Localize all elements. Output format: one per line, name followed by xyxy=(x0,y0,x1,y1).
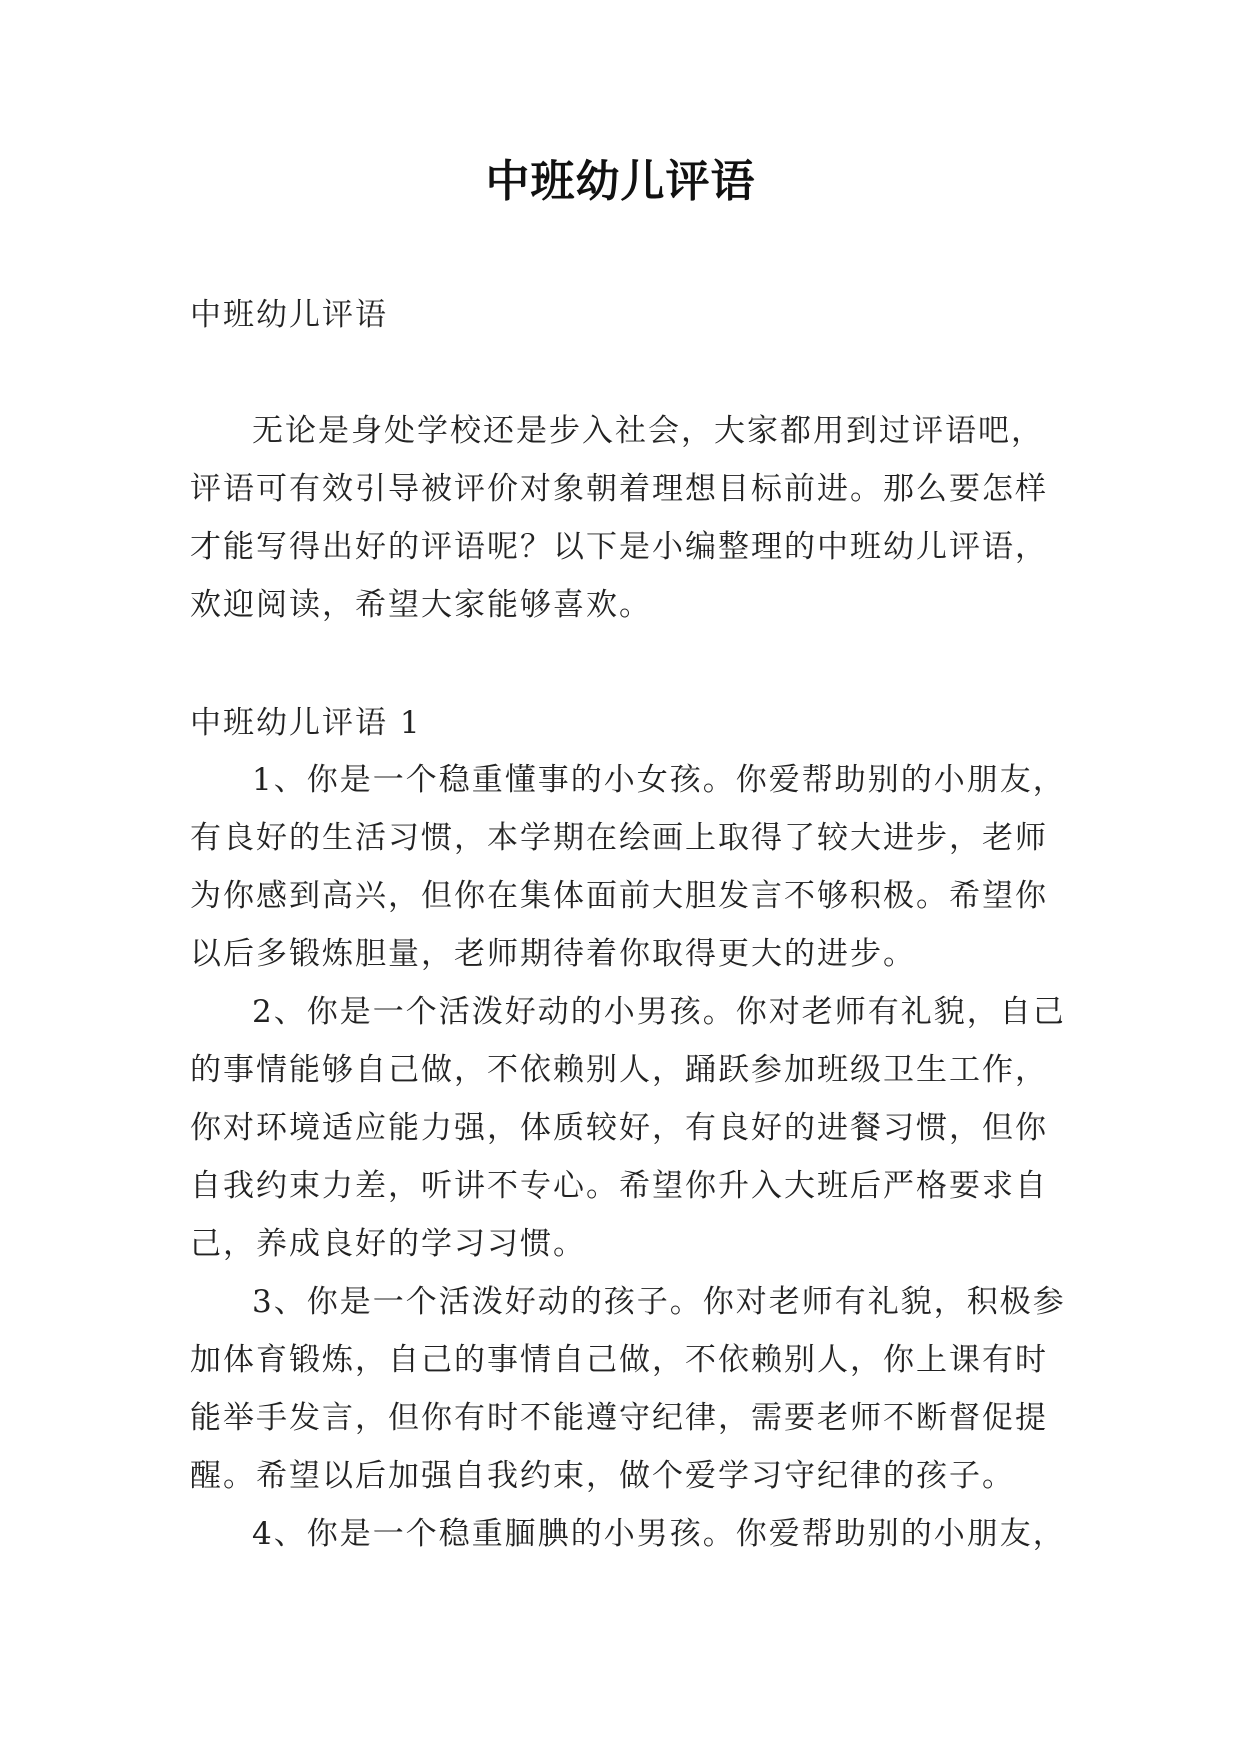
intro-text: 无论是身处学校还是步入社会，大家都用到过评语吧，评语可有效引导被评价对象朝着理想目标前进。那么要怎样才能写得出好的评语呢？以下是小编整理的中班幼儿评语，欢迎阅读，希望大家能够喜欢。 xyxy=(190,413,1048,623)
section-heading-text: 中班幼儿评语 1 xyxy=(190,705,422,741)
document-title: 中班幼儿评语 xyxy=(485,156,756,207)
comments-list xyxy=(190,751,1070,1563)
comment-item: 3、你是一个活泼好动的孩子。你对老师有礼貌，积极参加体育锻炼，自己的事情自己做，不依赖别人，你上课有时能举手发言，但你有时不能遵守纪律，需要老师不断督促提醒。希望以后加强自我约束，做个爱学习守纪律的孩子。 xyxy=(190,1284,1066,1494)
comment-item: 1、你是一个稳重懂事的小女孩。你爱帮助别的小朋友，有良好的生活习惯，本学期在绘画上取得了较大进步，老师为你感到高兴，但你在集体面前大胆发言不够积极。希望你以后多锻炼胆量，老师期待着你取得更大的进步。 xyxy=(190,762,1066,972)
comment-item: 4、你是一个稳重腼腆的小男孩。你爱帮助别的小朋友， xyxy=(252,1516,1066,1552)
intro-paragraph xyxy=(190,402,1070,634)
section-heading xyxy=(190,694,1070,752)
comment-item: 2、你是一个活泼好动的小男孩。你对老师有礼貌，自己的事情能够自己做，不依赖别人，踊跃参加班级卫生工作，你对环境适应能力强，体质较好，有良好的进餐习惯，但你自我约束力差，听讲不专心。希望你升入大班后严格要求自己，养成良好的学习习惯。 xyxy=(190,994,1066,1262)
document-subtitle xyxy=(190,286,1070,344)
subtitle-text: 中班幼儿评语 xyxy=(190,297,388,333)
